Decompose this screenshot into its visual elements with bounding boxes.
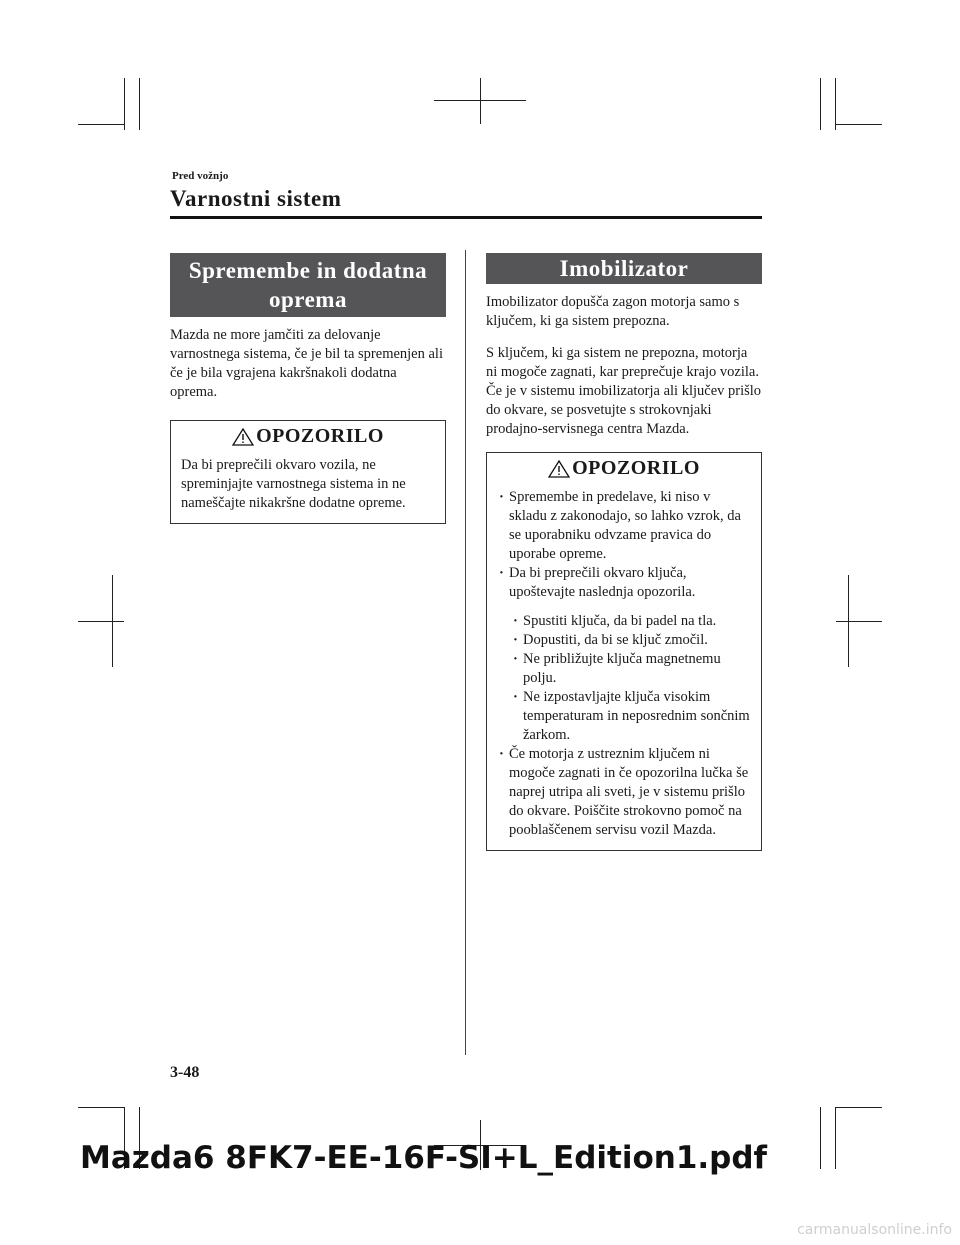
warning-list-continued — [509, 745, 751, 840]
warning-sub-list — [523, 612, 751, 745]
footer-filename: Mazda6 8FK7-EE-16F-SI+L_Edition1.pdf — [80, 1140, 768, 1176]
warning-title: OPOZORILO — [256, 425, 384, 447]
section-heading-immobilizer: Imobilizator — [486, 253, 762, 284]
left-column — [170, 253, 446, 524]
section-heading-accessories — [170, 253, 446, 317]
heading-line-2: oprema — [269, 287, 347, 312]
sub-list-item: · Ne približujte ključa magnetnemu polju. — [523, 650, 751, 688]
warning-heading — [181, 427, 435, 446]
watermark: carmanualsonline.info — [797, 1222, 952, 1238]
list-item: · Da bi preprečili okvaro ključa, upoštevajte naslednja opozorila. — [509, 564, 751, 602]
warning-text: Da bi preprečili okvaro vozila, ne spreminjajte varnostnega sistema in ne nameščajte nikakršne dodatne opreme. — [181, 457, 406, 511]
warning-list — [509, 488, 751, 602]
warning-title: OPOZORILO — [572, 457, 700, 479]
sub-list-item: · Dopustiti, da bi se ključ zmočil. — [523, 631, 751, 650]
accessories-paragraph: Mazda ne more jamčiti za delovanje varnostnega sistema, če je bil ta spremenjen ali če je bila vgrajena kakršnakoli dodatna oprema. — [170, 327, 443, 400]
warning-triangle-icon — [548, 460, 570, 478]
sub-list-item: · Spustiti ključa, da bi padel na tla. — [523, 612, 751, 631]
title-rule — [170, 216, 762, 219]
list-item: · Spremembe in predelave, ki niso v skladu z zakonodajo, so lahko vzrok, da se uporabniku odvzame pravica do uporabe opreme. — [509, 488, 751, 564]
immobilizer-paragraph-3: Če je v sistemu imobilizatorja ali ključev prišlo do okvare, se posvetujte s strokovnjaki prodajno-servisnega centra Mazda. — [486, 383, 762, 437]
warning-triangle-icon — [232, 428, 254, 446]
section-label: Pred vožnjo — [172, 170, 229, 182]
warning-box-right — [486, 452, 762, 851]
column-divider — [465, 250, 466, 1055]
page-number: 3-48 — [170, 1064, 200, 1081]
page-title: Varnostni sistem — [170, 186, 342, 211]
heading-line-1: Spremembe in dodatna — [188, 258, 428, 283]
list-item: · Če motorja z ustreznim ključem ni mogoče zagnati in če opozorilna lučka še naprej utripa ali sveti, je v sistemu prišlo do okvare. Poiščite strokovno pomoč na pooblaščenem servisu vozil Mazda. — [509, 745, 751, 840]
right-column — [486, 253, 762, 851]
warning-heading — [497, 459, 751, 478]
immobilizer-paragraph-1: Imobilizator dopušča zagon motorja samo s ključem, ki ga sistem prepozna. — [486, 294, 740, 329]
sub-list-item: · Ne izpostavljajte ključa visokim temperaturam in neposrednim sončnim žarkom. — [523, 688, 751, 745]
warning-box-left — [170, 420, 446, 524]
immobilizer-paragraph-2: S ključem, ki ga sistem ne prepozna, motorja ni mogoče zagnati, kar preprečuje krajo vozila. — [486, 345, 759, 380]
